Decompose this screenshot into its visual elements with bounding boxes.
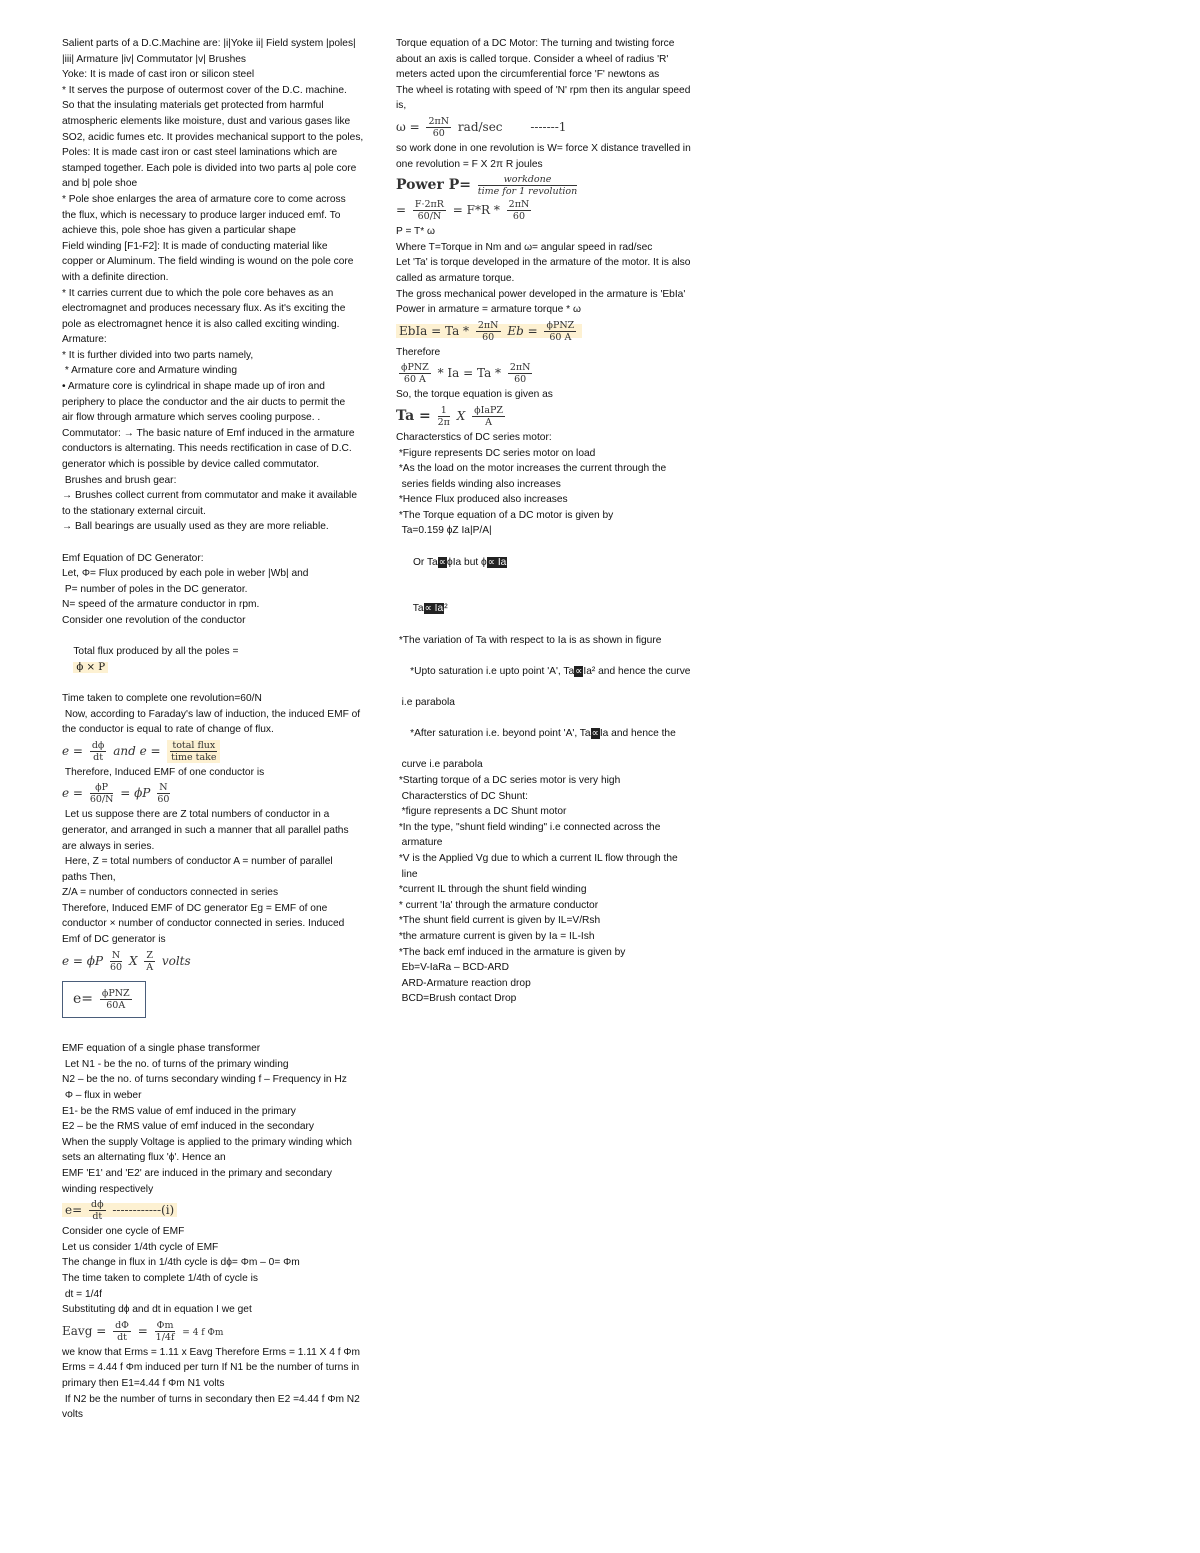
text-line: When the supply Voltage is applied to the primary winding which — [62, 1136, 352, 1148]
text-line: *In the type, "shunt field winding" i.e connected across the — [396, 821, 661, 833]
shunt-motor-section — [396, 757, 718, 1007]
total-flux-expression: ϕ × P — [73, 662, 108, 673]
text-line: Yoke: It is made of cast iron or silicon steel — [62, 69, 255, 81]
text-line: So, the torque equation is given as — [396, 389, 553, 401]
text-line: E2 – be the RMS value of emf induced in the secondary — [62, 1121, 315, 1133]
transformer-text-c — [62, 1345, 384, 1423]
text-line: The gross mechanical power developed in the armature is 'EbIa' — [396, 288, 686, 300]
text-line: Let, Φ= Flux produced by each pole in weber |Wb| and — [62, 568, 309, 580]
text-line: to the stationary external circuit. — [62, 505, 206, 517]
total-flux-text: Total flux produced by all the poles = — [73, 646, 239, 658]
text-line: Z/A = number of conductors connected in series — [62, 887, 279, 899]
text-line: Torque equation of a DC Motor: The turning and twisting force — [396, 38, 675, 49]
text-line: Emf Equation of DC Generator: — [62, 552, 204, 564]
generator-emf-boxed: e= $\frac{\text{ϕPNZ}}{60A}$ — [62, 975, 384, 1024]
text-line: one revolution = F X 2π R joules — [396, 158, 543, 170]
dc-parts-section — [62, 36, 384, 535]
text-line: about an axis is called torque. Consider a wheel of radius 'R' — [396, 53, 669, 65]
text-line: Here, Z = total numbers of conductor A = number of parallel — [62, 856, 333, 868]
text-line: armature — [396, 837, 443, 849]
text-line: *The back emf induced in the armature is given by — [396, 946, 626, 958]
text-line: * It serves the purpose of outermost cover of the D.C. machine. — [62, 84, 347, 96]
text-line: Where T=Torque in Nm and ω= angular speed in rad/sec — [396, 241, 653, 253]
text-line: Therefore, Induced EMF of one conductor is — [62, 766, 265, 778]
faraday-equation: e = $\frac{d\phi}{dt}$ and e = $\frac{\text{total flux}}{\text{time take}}$ — [62, 740, 384, 763]
emf-generator-section — [62, 551, 384, 629]
generator-emf-equation: e = ϕP $\frac{N}{60}$ X $\frac{Z}{A}$ volts — [62, 949, 191, 973]
text-line: • Armature core is cylindrical in shape made up of iron and — [62, 381, 325, 393]
text-line: E1- be the RMS value of emf induced in the primary — [62, 1105, 296, 1117]
text-line: N= speed of the armature conductor in rpm. — [62, 599, 260, 611]
text-line: paths Then, — [62, 871, 116, 883]
ebia-equation: EbIa = Ta * $\frac{2\pi N}{60}$ Eb = $\frac{\text{ϕPNZ}}{60 A}$ — [396, 320, 718, 343]
text-line: *Figure represents DC series motor on load — [396, 447, 596, 459]
text-line: * It carries current due to which the pole core behaves as an — [62, 287, 334, 299]
text-line: air flow through armature which serves cooling purpose. . — [62, 412, 321, 424]
text-line: copper or Aluminum. The field winding is wound on the pole core — [62, 256, 354, 268]
transformer-equation: e= $\frac{d\phi}{dt}$ ------------(i) — [62, 1199, 384, 1222]
text-line: Therefore — [396, 346, 441, 358]
text-line: *Hence Flux produced also increases — [396, 494, 568, 506]
transformer-section — [62, 1041, 384, 1197]
text-line: Commutator: → The basic nature of Emf induced in the armature — [62, 427, 355, 439]
text-line: *As the load on the motor increases the current through the — [396, 463, 667, 475]
torque-text-d — [396, 345, 718, 361]
right-column — [396, 36, 718, 1007]
text-line: → Brushes collect current from commutator and make it available — [62, 490, 357, 502]
text-line: *The variation of Ta with respect to Ia is as shown in figure — [396, 634, 662, 646]
text-line: * It is further divided into two parts namely, — [62, 349, 254, 361]
text-line: *V is the Applied Vg due to which a current IL flow through the — [396, 852, 678, 864]
text-line: ARD-Armature reaction drop — [396, 977, 531, 989]
text-line: called as armature torque. — [396, 272, 515, 284]
text-line: → Ball bearings are usually used as they are more reliable. — [62, 521, 329, 533]
series-motor-text-c — [396, 695, 718, 711]
text-line: dt = 1/4f — [62, 1288, 102, 1300]
text-line: The wheel is rotating with speed of 'N' rpm then its angular speed — [396, 84, 691, 96]
text-line: *the armature current is given by Ia = IL-Ish — [396, 930, 595, 942]
torque-text-e — [396, 387, 718, 403]
omega-equation: ω = $\frac{2\pi N}{60}$ rad/sec -------1 — [396, 115, 567, 139]
text-line: periphery to place the conductor and the air ducts to permit the — [62, 396, 346, 408]
text-line: Armature: — [62, 334, 107, 346]
text-line: Characterstics of DC Shunt: — [396, 790, 528, 802]
text-line: sets an alternating flux 'ϕ'. Hence an — [62, 1152, 226, 1164]
text-line: atmospheric elements like moisture, dust and various gases like — [62, 115, 351, 127]
text-line: electromagnet and produces necessary flux. As it's exciting the — [62, 303, 346, 315]
text-line: and b| pole shoe — [62, 178, 138, 190]
text-line: is, — [396, 100, 407, 112]
one-conductor-equation: e = $\frac{\phi P}{60/N}$ = ϕP $\frac{N}{60}$ — [62, 782, 170, 806]
text-line: conductor × number of conductor connected in series. Induced — [62, 918, 345, 930]
emf-generator-text-c — [62, 765, 384, 781]
text-line: *current IL through the shunt field winding — [396, 884, 587, 896]
text-line: we know that Erms = 1.11 x Eavg Therefore Erms = 1.11 X 4 f Φm — [62, 1346, 361, 1358]
text-line: N2 – be the no. of turns secondary winding f – Frequency in Hz — [62, 1074, 347, 1086]
text-line: The time taken to complete 1/4th of cycle is — [62, 1272, 258, 1284]
text-line: So that the insulating materials get protected from harmful — [62, 100, 324, 112]
text-line: EMF equation of a single phase transformer — [62, 1043, 261, 1055]
text-line: If N2 be the number of turns in secondary then E2 =4.44 f Φm N2 — [62, 1393, 360, 1405]
emf-generator-text-b — [62, 691, 384, 738]
text-line: Now, according to Faraday's law of induction, the induced EMF of — [62, 708, 361, 720]
total-flux-line — [62, 629, 384, 691]
emf-generator-text-d — [62, 807, 384, 947]
torque-text-c — [396, 224, 718, 318]
text-line: *The shunt field current is given by IL=V/Rsh — [396, 915, 601, 927]
text-line: generator which is possible by device called commutator. — [62, 459, 320, 471]
text-line: * Pole shoe enlarges the area of armature core to come across — [62, 193, 346, 205]
text-line: Salient parts of a D.C.Machine are: |i|Yoke ii| Field system |poles| — [62, 38, 356, 49]
text-line: the flux, which is necessary to produce larger induced emf. To — [62, 209, 341, 221]
series-motor-section — [396, 430, 718, 539]
text-line: Let us suppose there are Z total numbers of conductor in a — [62, 809, 330, 821]
text-line: BCD=Brush contact Drop — [396, 993, 517, 1005]
text-line: Substituting dϕ and dt in equation I we get — [62, 1304, 252, 1316]
power-equation: Power P= $\frac{\text{workdone}}{\text{time for 1 revolution}}$ — [396, 174, 578, 198]
text-line: so work done in one revolution is W= force X distance travelled in — [396, 142, 691, 154]
text-line: Erms = 4.44 f Φm induced per turn If N1 be the number of turns in — [62, 1362, 360, 1374]
text-line: Power in armature = armature torque * ω — [396, 304, 581, 316]
text-line: the conductor is equal to rate of change of flux. — [62, 724, 274, 736]
text-line: * current 'Ia' through the armature conductor — [396, 899, 599, 911]
text-line: stamped together. Each pole is divided into two parts a| pole core — [62, 162, 357, 174]
text-line: Φ – flux in weber — [62, 1090, 142, 1102]
torque-text-b — [396, 141, 718, 172]
text-line: SO2, acidic fumes etc. It provides mechanical support to the poles, — [62, 131, 364, 143]
series-after-line: *After saturation i.e. beyond point 'A', Ta∝Ia and hence the — [407, 728, 676, 740]
therefore-equation: $\frac{\text{ϕPNZ}}{60 A}$ * Ia = Ta * $\frac{2\pi N}{60}$ — [401, 362, 531, 386]
text-line: Ta=0.159 ϕZ Ia|P/A| — [396, 525, 492, 537]
text-line: with a definite direction. — [62, 271, 169, 283]
text-line: Characterstics of DC series motor: — [396, 431, 552, 443]
text-line: The change in flux in 1/4th cycle is dϕ= Φm – 0= Φm — [62, 1257, 300, 1269]
text-line: pole as electromagnet hence it is also called exciting winding. — [62, 318, 340, 330]
text-line: generator, and arranged in such a manner that all parallel paths — [62, 824, 349, 836]
torque-section — [396, 36, 718, 114]
text-line: *figure represents a DC Shunt motor — [396, 806, 567, 818]
text-line: P= number of poles in the DC generator. — [62, 583, 248, 595]
eavg-equation: Eavg = $\frac{d\Phi}{dt}$ = $\frac{\Phi m}{1/4f}$ = 4 f Φm — [62, 1319, 224, 1343]
text-line: series fields winding also increases — [396, 478, 561, 490]
text-line: primary then E1=4.44 f Φm N1 volts — [62, 1377, 225, 1389]
series-upto-line: *Upto saturation i.e upto point 'A', Ta∝Ia² and hence the curve — [407, 665, 691, 677]
text-line: Consider one revolution of the conductor — [62, 614, 246, 626]
torque-equation: Ta = $\frac{1}{2\pi}$ X $\frac{\text{ϕIaPZ}}{A}$ — [396, 404, 503, 428]
text-line: volts — [62, 1409, 83, 1421]
text-line: Poles: It is made cast iron or cast steel laminations which are — [62, 147, 338, 159]
text-line: are always in series. — [62, 840, 155, 852]
text-line: Therefore, Induced EMF of DC generator Eg = EMF of one — [62, 902, 328, 914]
text-line: Field winding [F1-F2]: It is made of conducting material like — [62, 240, 328, 252]
text-line: achieve this, pole shoe has given a particular shape — [62, 225, 296, 237]
text-line: Consider one cycle of EMF — [62, 1226, 185, 1238]
text-line: Eb=V-IaRa – BCD-ARD — [396, 962, 509, 974]
text-line: meters acted upon the circumferential force 'F' newtons as — [396, 69, 660, 81]
series-motor-text-b — [396, 633, 718, 649]
text-line: |iii| Armature |iv| Commutator |v| Brushes — [62, 53, 247, 65]
text-line: line — [396, 868, 418, 880]
text-line: P = T* ω — [396, 226, 436, 238]
series-ta-line: Ta∝ Ia² — [407, 603, 448, 615]
text-line: * Armature core and Armature winding — [62, 365, 237, 377]
text-line: *Starting torque of a DC series motor is very high — [396, 774, 621, 786]
text-line: *The Torque equation of a DC motor is given by — [396, 509, 614, 521]
power-expanded-equation: = $\frac{F\cdot 2\pi R}{60/N}$ = F*R * $\frac{2\pi N}{60}$ — [396, 199, 530, 223]
text-line: i.e parabola — [396, 697, 455, 708]
text-line: curve i.e parabola — [396, 759, 483, 771]
text-line: Time taken to complete one revolution=60/N — [62, 692, 262, 704]
text-line: Let 'Ta' is torque developed in the armature of the motor. It is also — [396, 257, 691, 269]
text-line: Let N1 - be the no. of turns of the primary winding — [62, 1058, 289, 1070]
text-line: EMF 'E1' and 'E2' are induced in the primary and secondary — [62, 1168, 332, 1179]
left-column — [62, 36, 384, 1423]
text-line: winding respectively — [62, 1183, 154, 1195]
text-line: Emf of DC generator is — [62, 934, 166, 946]
series-or-line: Or Ta∝ϕIa but ϕ∝ Ia — [407, 556, 507, 568]
text-line: Brushes and brush gear: — [62, 474, 177, 486]
transformer-text-b — [62, 1224, 384, 1318]
text-line: Let us consider 1/4th cycle of EMF — [62, 1241, 219, 1253]
text-line: conductors is alternating. This needs rectification in case of D.C. — [62, 443, 352, 455]
